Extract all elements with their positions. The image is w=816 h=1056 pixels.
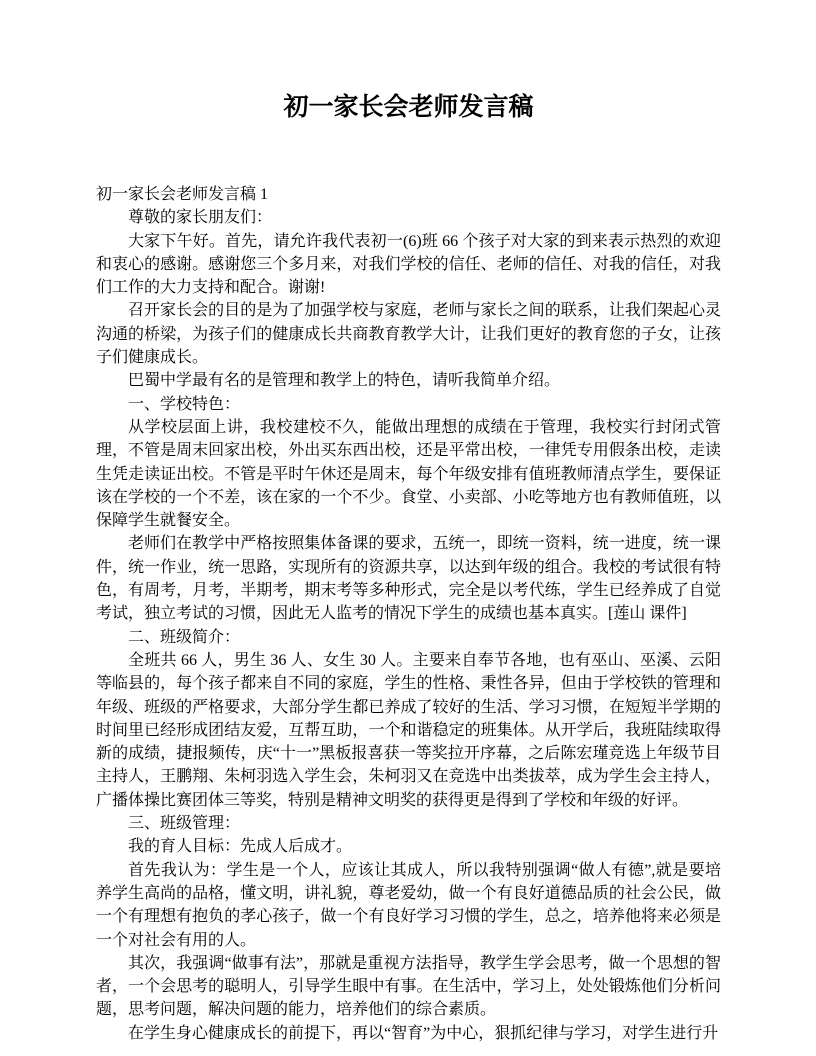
paragraph: 我的育人目标：先成人后成才。 [128,838,353,856]
paragraph: 全班共 66 人，男生 36 人、女生 30 人。主要来自奉节各地，也有巫山、巫溪、云阳等临县的，每个孩子都来自不同的家庭，学生的性格、秉性各异，但由于学校铁的管理和年级、班级的严格要求，大部分学生都已养成了较好的生活、学习习惯，在短短半学期的时间里已经形成团结友爱，互帮互助，一个和谐稳定的班集体。从开学后，我班陆续取得新的成绩，捷报频传，庆“十一”黑板报喜获一等奖拉开序幕，之后陈宏瑾竞选上年级节目主持人，王鹏翔、朱柯羽选入学生会，朱柯羽又在竞选中出类拔萃，成为学生会主持人，广播体操比赛团体三等奖，特别是精神文明奖的获得更是得到了学校和年级的好评。 [96,651,721,809]
paragraph: 一、学校特色： [128,395,241,413]
paragraph: 在学生身心健康成长的前提下，再以“智育”为中心，狠抓纪律与学习，对学生进行升 [128,1024,719,1042]
document-body [96,183,721,1045]
paragraph: 召开家长会的目的是为了加强学校与家庭，老师与家长之间的联系，让我们架起心灵沟通的桥梁，为孩子们的健康成长共商教育教学大计，让我们更好的教育您的子女，让孩子们健康成长。 [96,302,721,367]
paragraph: 首先我认为：学生是一个人，应该让其成人，所以我特别强调“做人有德”,就是要培养学生高尚的品格，懂文明，讲礼貌，尊老爱幼，做一个有良好道德品质的社会公民，做一个有理想有抱负的孝心孩子，做一个有良好学习习惯的学生，总之，培养他将来必须是一个对社会有用的人。 [96,861,721,949]
paragraph: 初一家长会老师发言稿 1 [96,186,269,203]
paragraph: 从学校层面上讲，我校建校不久，能做出理想的成绩在于管理，我校实行封闭式管理，不管是周末回家出校，外出买东西出校，还是平常出校，一律凭专用假条出校，走读生凭走读证出校。不管是平时午休还是周末，每个年级安排有值班教师清点学生，要保证该在学校的一个不差，该在家的一个不少。食堂、小卖部、小吃等地方也有教师值班，以保障学生就餐安全。 [96,418,721,530]
paragraph: 其次，我强调“做事有法”，那就是重视方法指导，教学生学会思考，做一个思想的智者，一个会思考的聪明人，引导学生眼中有事。在生活中，学习上，处处锻炼他们分析问题，思考问题，解决问题的能力，培养他们的综合素质。 [96,954,721,1019]
paragraph: 大家下午好。首先，请允许我代表初一(6)班 66 个孩子对大家的到来表示热烈的欢迎和衷心的感谢。感谢您三个多月来，对我们学校的信任、老师的信任、对我的信任，对我们工作的大力支持和配合。谢谢! [96,232,721,297]
paragraph: 尊敬的家长朋友们： [128,209,273,227]
paragraph: 老师们在教学中严格按照集体备课的要求，五统一，即统一资料，统一进度，统一课件，统一作业，统一思路，实现所有的资源共享，以达到年级的组合。我校的考试很有特色，有周考，月考，半期考，期末考等多种形式，完全是以考代练，学生已经养成了自觉考试，独立考试的习惯，因此无人监考的情况下学生的成绩也基本真实。[莲山 课件] [96,535,721,623]
paragraph: 二、班级简介： [128,628,241,646]
page-title: 初一家长会老师发言稿 [283,94,534,121]
paragraph: 三、班级管理： [128,815,241,833]
paragraph: 巴蜀中学最有名的是管理和教学上的特色，请听我简单介绍。 [128,372,561,390]
